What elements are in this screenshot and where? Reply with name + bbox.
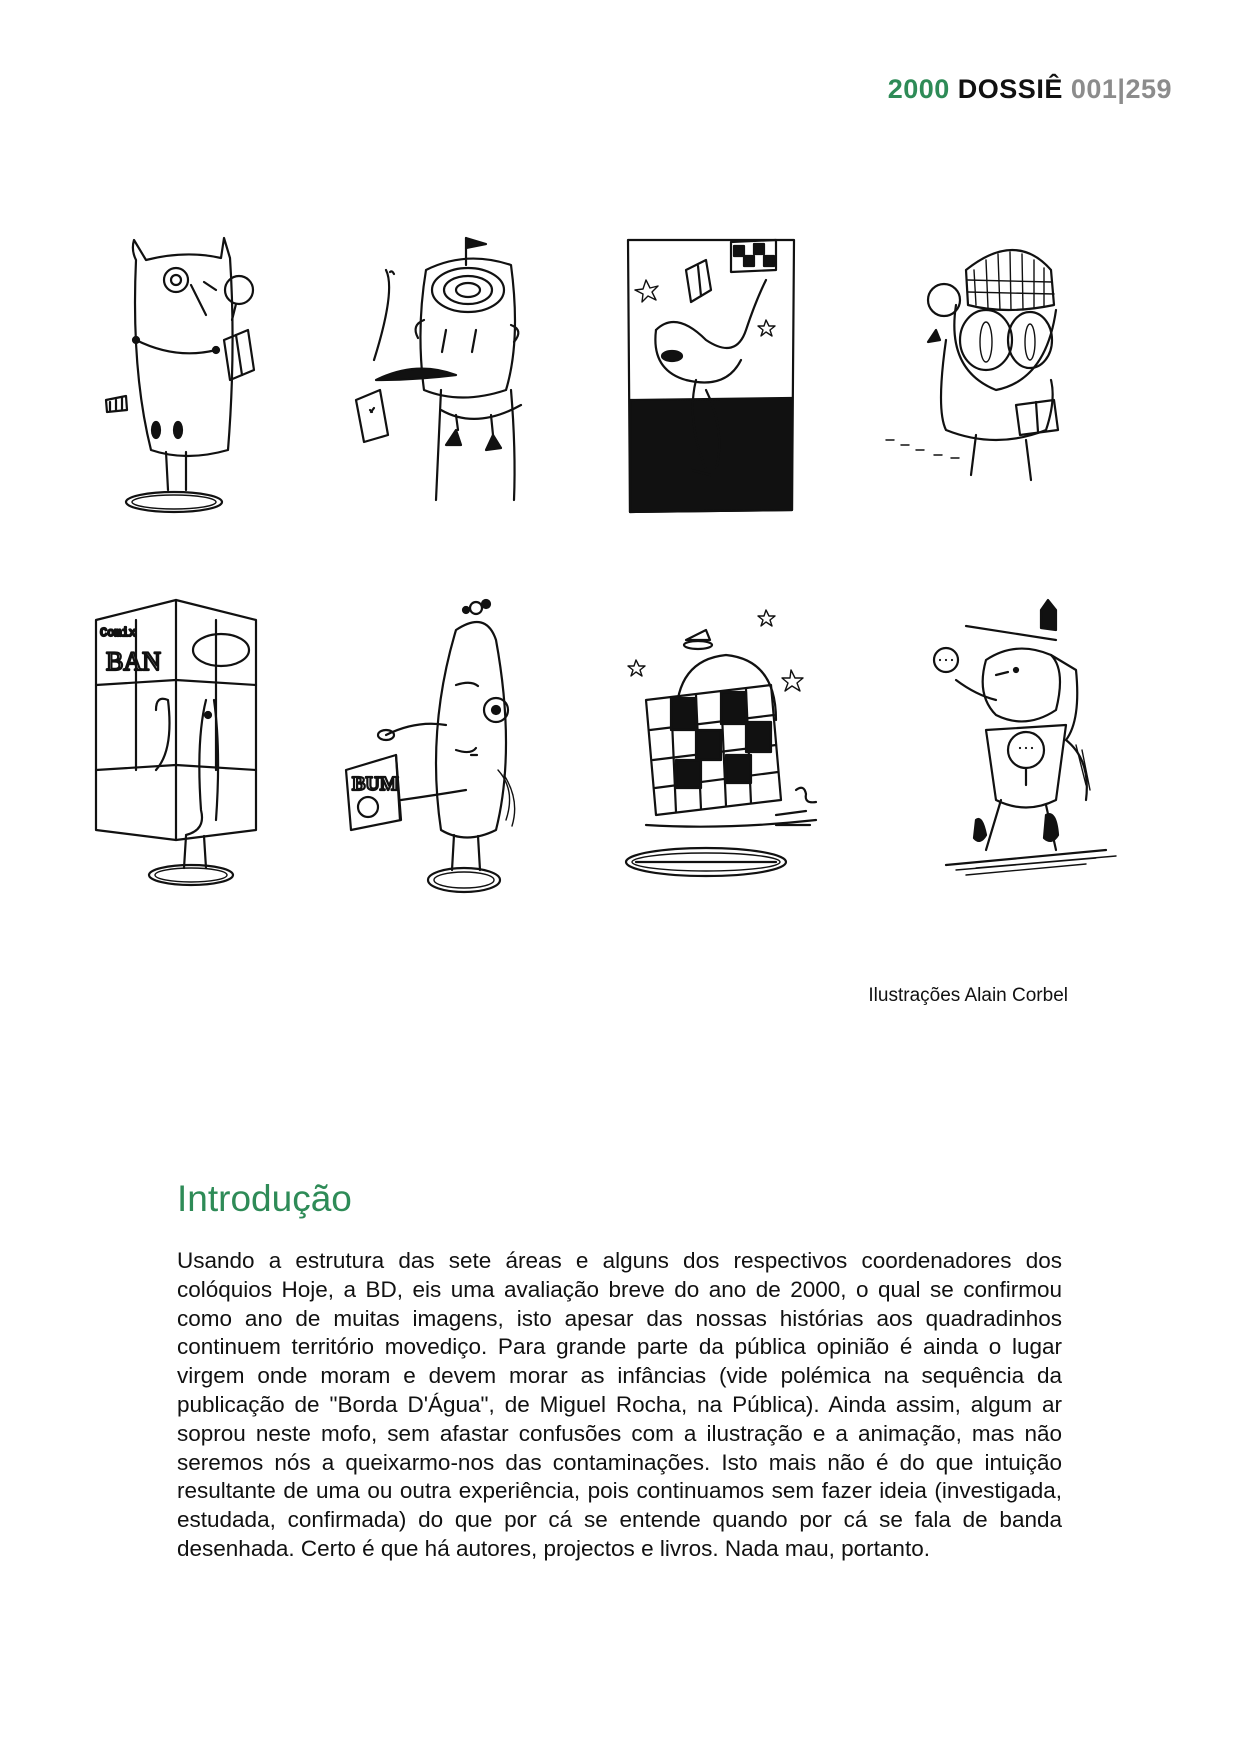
header-title: DOSSIÊ: [957, 74, 1063, 104]
illustration-framed-bird: [616, 230, 836, 530]
illustration-horned-creature: [96, 230, 316, 530]
page-header: [888, 74, 1172, 105]
section-title: Introdução: [177, 1178, 352, 1219]
illustration-checkered-box: [616, 600, 836, 900]
hat-figure-drawing: [916, 600, 1136, 900]
goggles-figure-drawing: [876, 230, 1096, 530]
checkered-box-drawing: [616, 600, 836, 900]
horned-creature-drawing: [96, 230, 316, 530]
comic-panel-word: BAN: [106, 647, 161, 676]
illustration-goggles-figure: [876, 230, 1096, 530]
roll-head-drawing: [346, 230, 566, 530]
illustration-hat-figure: [916, 600, 1136, 900]
framed-bird-drawing: [616, 230, 836, 530]
comic-screen-drawing: [96, 600, 316, 900]
illustrations-credit: Ilustrações Alain Corbel: [868, 985, 1068, 1006]
header-page-number: 001|259: [1070, 74, 1172, 104]
comic-panel-label: Comix: [100, 626, 137, 640]
introduction-paragraph: Usando a estrutura das sete áreas e alguns dos respectivos coordenadores dos colóquios Hoje, a BD, eis uma avaliação breve do ano de 2000, o qual se confirmou como ano de muitas imagens, isto apesar das nossas histórias aos quadradinhos continuem território movediço. Para grande parte da pública opinião é ainda o lugar virgem onde moram e devem morar as infâncias (vide polémica na sequência da publicação de "Borda D'Água", de Miguel Rocha, na Pública). Ainda assim, algum ar soprou neste mofo, sem afastar confusões com a ilustração e a animação, mas não seremos nós a queixarmo-nos das contaminações. Isto mais não é do que intuição resultante de uma ou outra experiência, pois continuamos sem fazer ideia (investigada, estudada, confirmada) do que por cá se entende quando por cá se fala de banda desenhada. Certo é que há autores, projectos e livros. Nada mau, portanto.: [177, 1248, 1062, 1561]
illustration-comic-screen: [96, 600, 316, 900]
bum-book-drawing: [346, 600, 566, 900]
header-year: 2000: [887, 74, 950, 104]
illustration-bum-book: [346, 600, 566, 900]
illustrations-grid: [96, 230, 1156, 930]
book-sound-word: BUM: [352, 773, 399, 795]
illustration-roll-head: [346, 230, 566, 530]
